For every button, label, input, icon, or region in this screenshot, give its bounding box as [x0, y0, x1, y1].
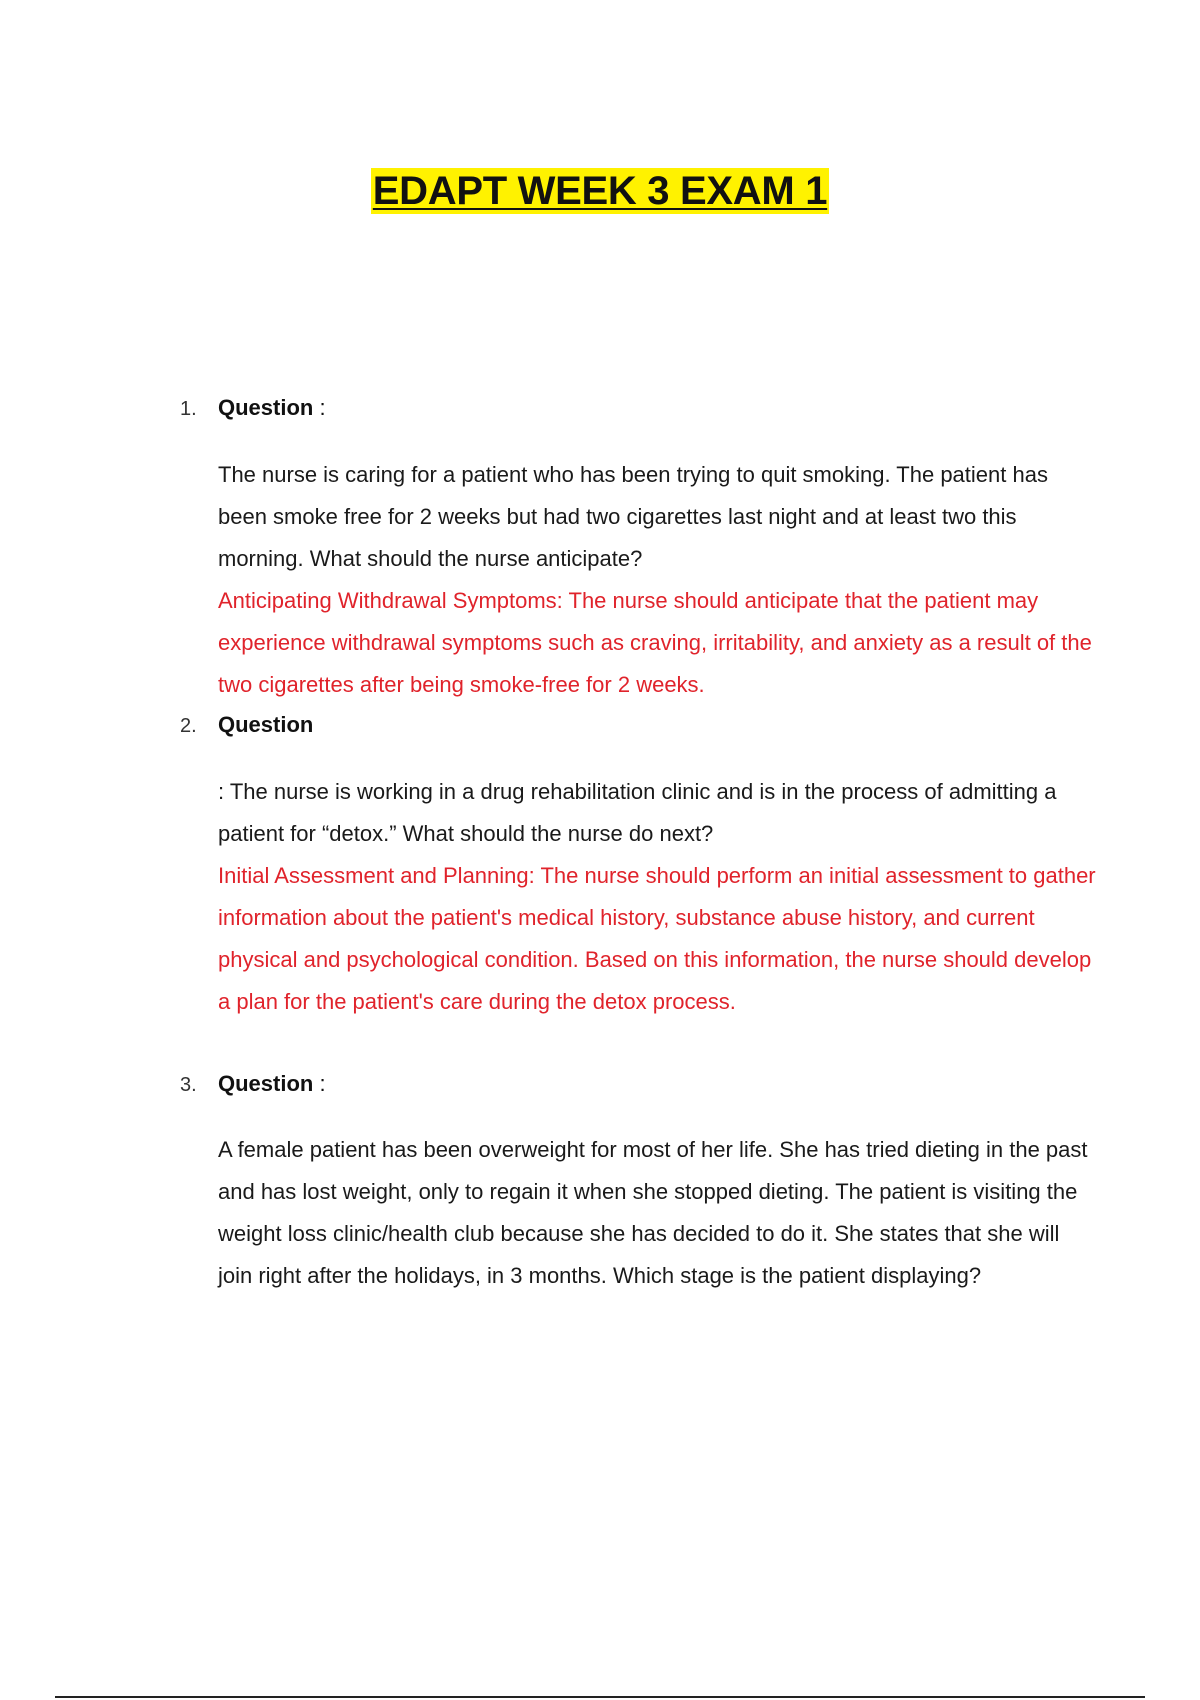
- question-label-suffix: :: [313, 1071, 326, 1096]
- question-number: 2.: [180, 715, 197, 737]
- question-number: 3.: [180, 1074, 197, 1096]
- question-text: : The nurse is working in a drug rehabilitation clinic and is in the process of admitting a patient for “detox.” What should the nurse do next?: [218, 779, 1057, 846]
- question-label-text: Question: [218, 395, 314, 420]
- answer-text: Anticipating Withdrawal Symptoms: The nurse should anticipate that the patient may experience withdrawal symptoms such as craving, irritability, and anxiety as a result of the two cigarettes after being smoke-free for 2 weeks.: [218, 588, 1092, 697]
- question-number: 1.: [180, 398, 197, 420]
- question-label: [218, 1070, 326, 1098]
- question-text: The nurse is caring for a patient who has been trying to quit smoking. The patient has been smoke free for 2 weeks but had two cigarettes last night and at least two this morning. What should the nurse anticipate?: [218, 462, 1048, 571]
- question-label: [218, 394, 326, 422]
- question-text: A female patient has been overweight for most of her life. She has tried dieting in the past and has lost weight, only to regain it when she stopped dieting. The patient is visiting the weight loss clinic/health club because she has decided to do it. She states that she will join right after the holidays, in 3 months. Which stage is the patient displaying?: [218, 1137, 1088, 1288]
- question-label-text: Question: [218, 1071, 314, 1096]
- page-title: EDAPT WEEK 3 EXAM 1: [372, 169, 828, 213]
- answer-text: Initial Assessment and Planning: The nurse should perform an initial assessment to gather information about the patient's medical history, substance abuse history, and current physical and psychological condition. Based on this information, the nurse should develop a plan for the patient's care during the detox process.: [218, 863, 1096, 1014]
- title-container: [0, 168, 1200, 214]
- page-bottom-divider: [55, 1696, 1145, 1698]
- question-label-text: Question: [218, 712, 314, 737]
- question-label-suffix: :: [313, 395, 326, 420]
- question-label: [218, 711, 313, 739]
